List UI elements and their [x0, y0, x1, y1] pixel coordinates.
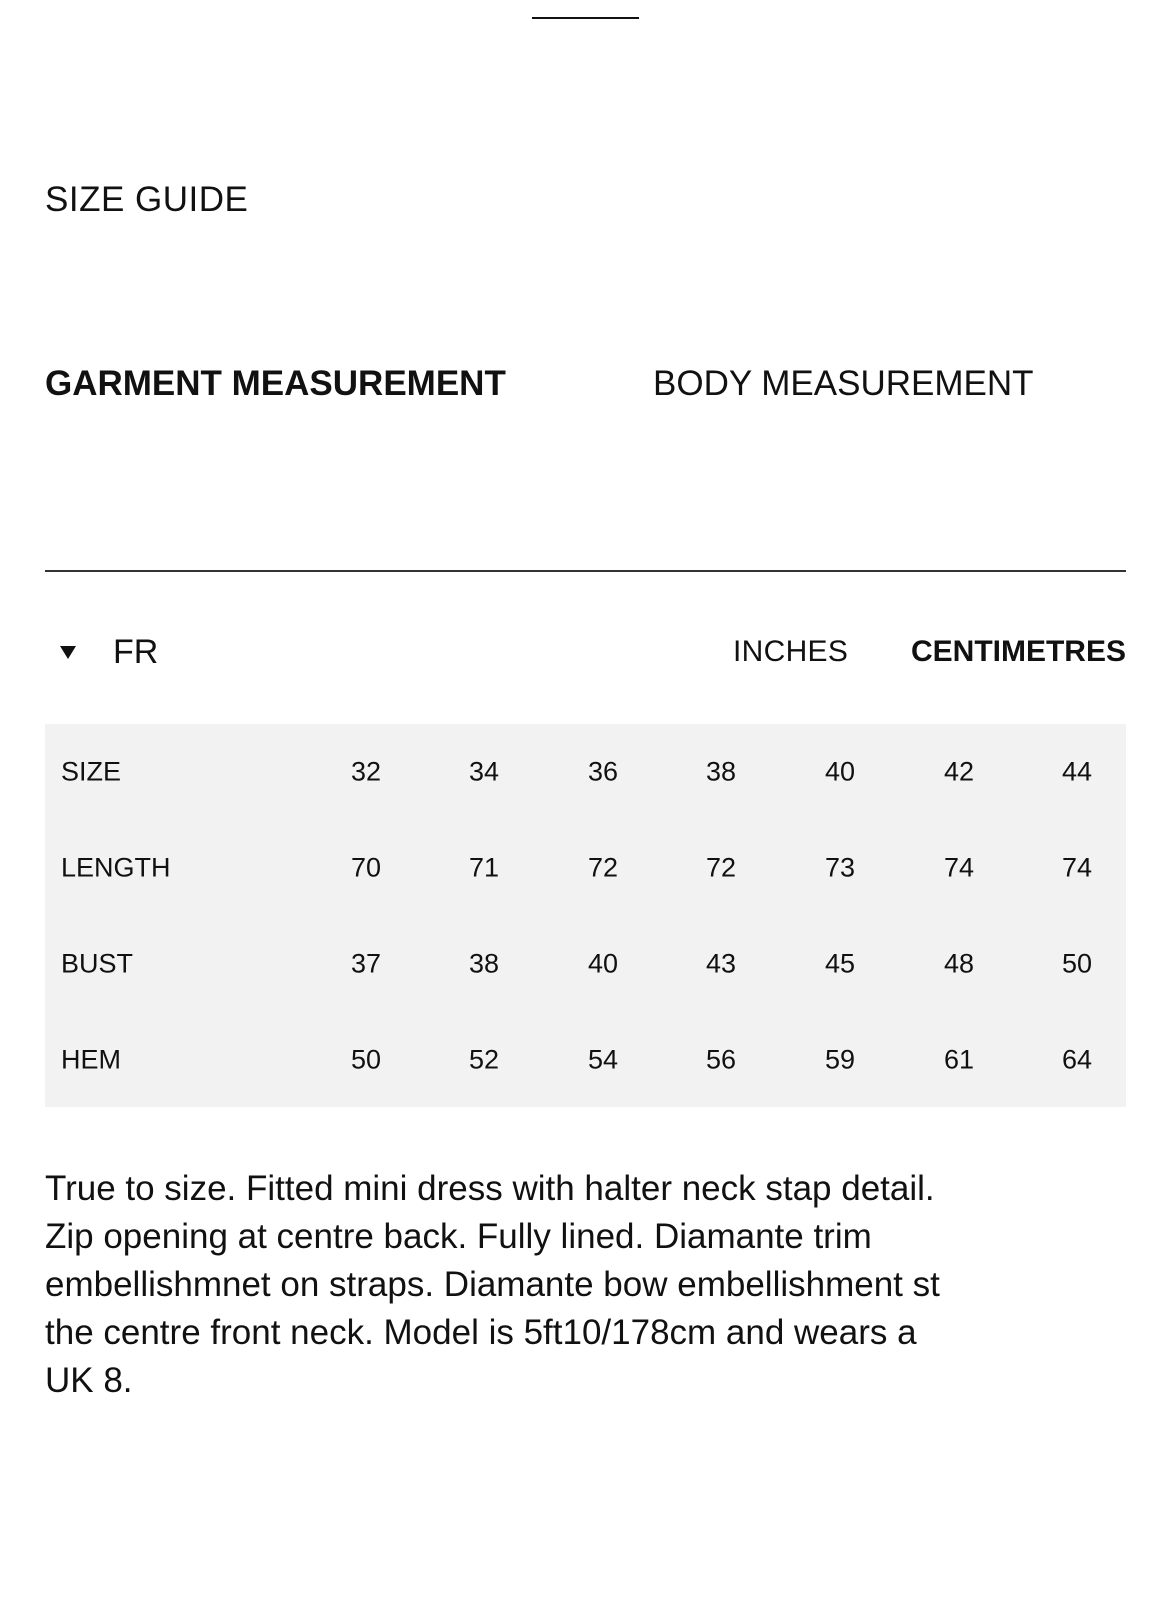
- region-selected-value: FR: [113, 632, 159, 671]
- table-cell: 40: [587, 948, 619, 979]
- row-label: HEM: [61, 1044, 121, 1075]
- sheet-drag-handle[interactable]: [532, 17, 639, 19]
- table-row: [45, 820, 1126, 916]
- section-divider: [45, 570, 1126, 572]
- fit-description: True to size. Fitted mini dress with halter neck stap detail. Zip opening at centre back. Fully lined. Diamante trim embellishmnet on straps. Diamante bow embellishment st the centre front neck. Model is 5ft10/178cm and wears a UK 8.: [45, 1169, 940, 1400]
- table-row: [45, 724, 1126, 820]
- table-cell: 43: [705, 948, 737, 979]
- table-cell: 50: [1061, 948, 1093, 979]
- table-cell: 64: [1061, 1044, 1093, 1075]
- tab-body-measurement[interactable]: BODY MEASUREMENT: [653, 364, 1034, 403]
- table-cell: 44: [1061, 756, 1093, 787]
- table-cell: 50: [350, 1044, 382, 1075]
- table-cell: 56: [705, 1044, 737, 1075]
- table-cell: 54: [587, 1044, 619, 1075]
- size-table: [45, 724, 1126, 1107]
- page-title: SIZE GUIDE: [45, 180, 249, 219]
- unit-toggle-centimetres[interactable]: CENTIMETRES: [910, 635, 1126, 668]
- table-cell: 38: [705, 756, 737, 787]
- table-cell: 59: [824, 1044, 856, 1075]
- tab-garment-measurement[interactable]: GARMENT MEASUREMENT: [45, 364, 506, 403]
- table-cell: 48: [943, 948, 975, 979]
- table-cell: 70: [350, 852, 382, 883]
- table-cell: 73: [824, 852, 856, 883]
- table-cell: 74: [943, 852, 975, 883]
- table-cell: 71: [468, 852, 500, 883]
- table-cell: 32: [350, 756, 382, 787]
- table-row: [45, 916, 1126, 1012]
- table-cell: 74: [1061, 852, 1093, 883]
- unit-toggle-inches[interactable]: INCHES: [733, 635, 849, 668]
- table-row: [45, 1012, 1126, 1108]
- table-cell: 61: [943, 1044, 975, 1075]
- table-cell: 42: [943, 756, 975, 787]
- table-cell: 36: [587, 756, 619, 787]
- row-label: BUST: [61, 948, 134, 979]
- row-label: SIZE: [61, 756, 122, 787]
- table-controls: [45, 630, 1126, 674]
- table-cell: 72: [705, 852, 737, 883]
- table-cell: 52: [468, 1044, 500, 1075]
- measurement-tabs: [45, 364, 1125, 414]
- table-cell: 72: [587, 852, 619, 883]
- caret-down-icon: [60, 646, 76, 659]
- table-cell: 45: [824, 948, 856, 979]
- table-cell: 34: [468, 756, 500, 787]
- row-label: LENGTH: [61, 852, 171, 883]
- table-cell: 37: [350, 948, 382, 979]
- table-cell: 38: [468, 948, 500, 979]
- region-dropdown[interactable]: [45, 630, 158, 674]
- table-cell: 40: [824, 756, 856, 787]
